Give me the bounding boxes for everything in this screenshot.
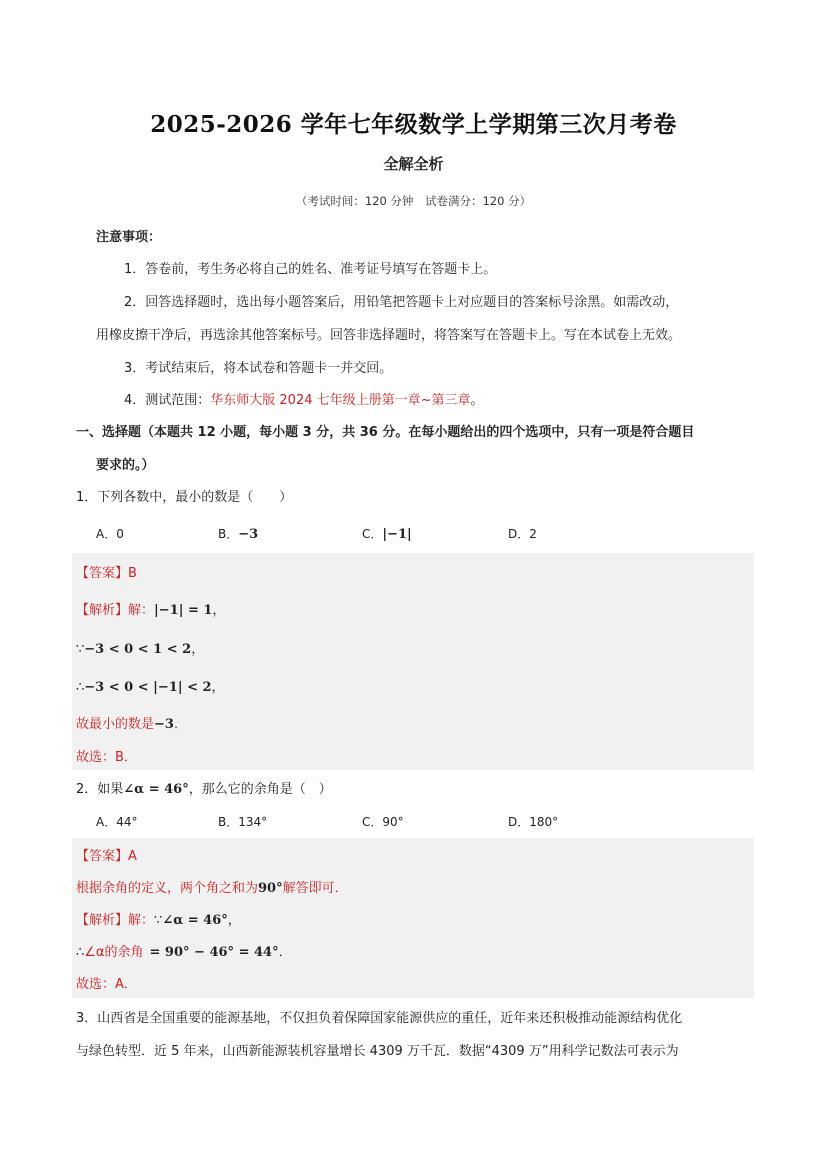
q1-analysis-line-3 xyxy=(76,676,225,695)
therefore-symbol: ∴ xyxy=(76,945,85,960)
q2-option-b: B．134° xyxy=(218,815,268,829)
q2-analysis-line-1 xyxy=(76,909,241,928)
note-item-2-line-1: 2．回答选择题时，选出每小题答案后，用铅笔把答题卡上对应题目的答案标号涂黑。如需改动， xyxy=(124,295,679,310)
q1-option-b xyxy=(218,525,258,542)
q1-step-3: −3 < 0 < |−1| < 2 xyxy=(84,680,212,695)
note-item-1: 1．答卷前，考生务必将自己的姓名、准考证号填写在答题卡上。 xyxy=(124,262,497,277)
q2-step-1-suffix: ， xyxy=(227,913,241,928)
note-item-3: 3．考试结束后，将本试卷和答题卡一并交回。 xyxy=(124,361,393,376)
q1-conclusion-prefix: 故最小的数是 xyxy=(76,717,155,732)
q1-solution-box xyxy=(72,553,754,770)
q1-option-c xyxy=(362,525,412,542)
q2-option-c: C．90° xyxy=(362,815,404,829)
q1-answer-value: B xyxy=(128,566,137,581)
q1-step-2-suffix: ， xyxy=(191,642,205,657)
q1-answer xyxy=(76,562,137,581)
q2-stem-prefix: 2．如果 xyxy=(76,782,124,797)
q2-stem-suffix: ，那么它的余角是（ ） xyxy=(188,782,332,797)
because-symbol: ∵ xyxy=(76,642,85,657)
q1-answer-tag: 【答案】 xyxy=(76,566,129,581)
q2-step-2-math: = 90° − 46° = 44° xyxy=(149,945,279,960)
q2-answer-tag: 【答案】 xyxy=(76,849,129,864)
note-item-2-line-2: 用橡皮擦干净后，再选涂其他答案标号。回答非选择题时，将答案写在答题卡上。写在本试卷上无效。 xyxy=(96,328,682,343)
q1-step-1: |−1| = 1 xyxy=(154,603,213,618)
q1-option-c-label: C． xyxy=(362,527,383,541)
notes-heading: 注意事项： xyxy=(96,230,162,245)
section-1-heading-line-2: 要求的。） xyxy=(96,458,155,473)
note-item-4 xyxy=(124,389,484,408)
q2-step-2-text: ∠α的余角 xyxy=(84,945,144,960)
q3-stem-line-2: 与绿色转型．近 5 年来，山西新能源装机容量增长 4309 万千瓦．数据“4309 万”用科学记数法可表示为 xyxy=(76,1044,679,1059)
q1-option-b-value: −3 xyxy=(238,527,259,542)
q2-stem xyxy=(76,778,332,797)
q1-analysis-line-1 xyxy=(76,599,225,618)
page-title: 2025-2026 学年七年级数学上学期第三次月考卷 xyxy=(150,111,677,138)
note-item-4-prefix: 4．测试范围： xyxy=(124,393,211,408)
q1-stem: 1．下列各数中，最小的数是（ ） xyxy=(76,490,293,505)
q2-stem-math: ∠α = 46° xyxy=(123,782,189,797)
q2-answer-value: A xyxy=(128,849,137,864)
q1-step-2: −3 < 0 < 1 < 2 xyxy=(84,642,192,657)
because-symbol: ∵ xyxy=(154,913,163,928)
q2-step-2-suffix: ． xyxy=(278,945,292,960)
q2-hint-prefix: 根据余角的定义，两个角之和为 xyxy=(76,881,259,896)
q1-option-b-label: B． xyxy=(218,527,239,541)
q1-choice: 故选：B． xyxy=(76,750,137,765)
q2-option-d: D．180° xyxy=(508,815,559,829)
q2-step-1: ∠α = 46° xyxy=(162,913,228,928)
exam-info: （考试时间：120 分钟 试卷满分：120 分） xyxy=(295,194,532,208)
q3-stem-line-1: 3．山西省是全国重要的能源基地，不仅担负着保障国家能源供应的重任，近年来还积极推动能源结构优化 xyxy=(76,1011,683,1026)
q2-hint xyxy=(76,877,348,896)
q1-option-c-value: |−1| xyxy=(382,527,412,542)
q2-hint-suffix: 解答即可． xyxy=(282,881,348,896)
therefore-symbol: ∴ xyxy=(76,680,85,695)
test-scope: 华东师大版 2024 七年级上册第一章~第三章 xyxy=(210,393,471,408)
q1-step-3-suffix: ， xyxy=(211,680,225,695)
q2-analysis-line-2 xyxy=(76,941,292,960)
q1-option-d: D．2 xyxy=(508,527,537,541)
q1-conclusion-value: −3 xyxy=(154,717,174,732)
page-subtitle: 全解全析 xyxy=(383,155,444,173)
q2-option-a: A．44° xyxy=(96,815,138,829)
q1-analysis-tag: 【解析】 xyxy=(76,603,129,618)
q1-analysis-line-2 xyxy=(76,638,204,657)
q2-answer xyxy=(76,845,137,864)
q2-hint-math: 90° xyxy=(258,881,283,896)
q1-conclusion xyxy=(76,713,187,732)
q1-analysis-prefix: 解： xyxy=(128,603,155,618)
q2-analysis-prefix: 解： xyxy=(128,913,155,928)
note-item-4-suffix: 。 xyxy=(470,393,484,408)
q2-choice: 故选：A． xyxy=(76,977,137,992)
section-1-heading-line-1: 一、选择题（本题共 12 小题，每小题 3 分，共 36 分。在每小题给出的四个选项中，只有一项是符合题目 xyxy=(76,425,695,440)
q2-analysis-tag: 【解析】 xyxy=(76,913,129,928)
q1-step-1-suffix: ， xyxy=(212,603,226,618)
q1-option-a: A．0 xyxy=(96,527,124,541)
q1-conclusion-suffix: ． xyxy=(173,717,187,732)
